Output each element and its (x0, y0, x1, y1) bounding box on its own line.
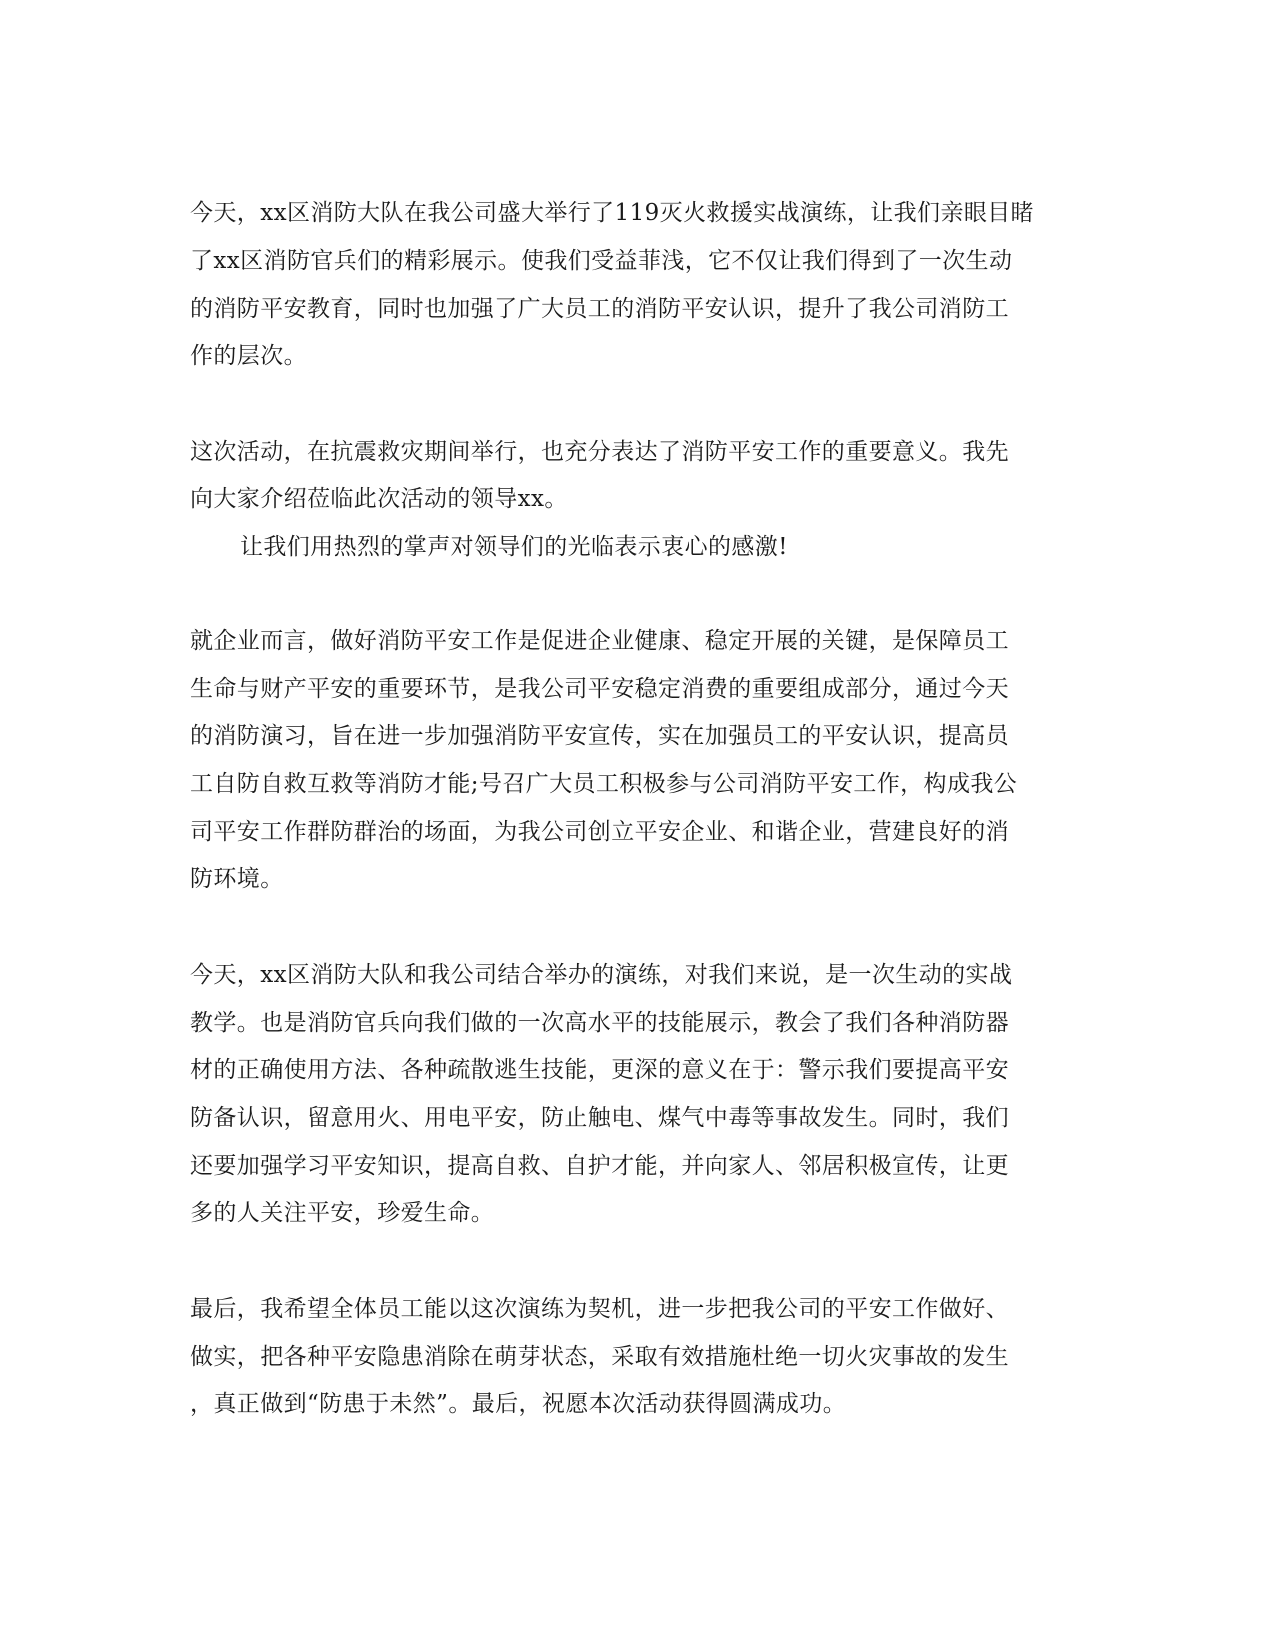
paragraph-2-line-2: 向大家介绍莅临此次活动的领导xx。 (190, 486, 568, 512)
paragraph-6-line-3: ，真正做到“防患于未然”。最后，祝愿本次活动获得圆满成功。 (190, 1391, 847, 1417)
paragraph-3-line-1: 让我们用热烈的掌声对领导们的光临表示衷心的感激! (240, 534, 788, 560)
paragraph-4-line-1: 就企业而言，做好消防平安工作是促进企业健康、稳定开展的关键，是保障员工 (190, 628, 1009, 654)
paragraph-4-line-4: 工自防自救互救等消防才能;号召广大员工积极参与公司消防平安工作，构成我公 (190, 771, 1018, 797)
paragraph-5-line-1: 今天，xx区消防大队和我公司结合举办的演练，对我们来说，是一次生动的实战 (190, 962, 1013, 988)
paragraph-4-line-3: 的消防演习，旨在进一步加强消防平安宣传，实在加强员工的平安认识，提高员 (190, 723, 1009, 749)
paragraph-5-line-6: 多的人关注平安，珍爱生命。 (190, 1200, 495, 1226)
paragraph-4-line-5: 司平安工作群防群治的场面，为我公司创立平安企业、和谐企业，营建良好的消 (190, 819, 1009, 845)
paragraph-1-line-3: 的消防平安教育，同时也加强了广大员工的消防平安认识，提升了我公司消防工 (190, 296, 1009, 322)
paragraph-5-line-3: 材的正确使用方法、各种疏散逃生技能，更深的意义在于：警示我们要提高平安 (190, 1057, 1009, 1083)
paragraph-4-line-6: 防环境。 (190, 866, 284, 892)
paragraph-5-line-4: 防备认识，留意用火、用电平安，防止触电、煤气中毒等事故发生。同时，我们 (190, 1105, 1009, 1131)
paragraph-1-line-1: 今天，xx区消防大队在我公司盛大举行了119灭火救援实战演练，让我们亲眼目睹 (190, 200, 1035, 226)
paragraph-4-line-2: 生命与财产平安的重要环节，是我公司平安稳定消费的重要组成部分，通过今天 (190, 676, 1009, 702)
paragraph-5-line-5: 还要加强学习平安知识，提高自救、自护才能，并向家人、邻居积极宣传，让更 (190, 1153, 1009, 1179)
paragraph-6-line-1: 最后，我希望全体员工能以这次演练为契机，进一步把我公司的平安工作做好、 (190, 1296, 1009, 1322)
paragraph-1-line-2: 了xx区消防官兵们的精彩展示。使我们受益菲浅，它不仅让我们得到了一次生动 (190, 248, 1013, 274)
paragraph-1-line-4: 作的层次。 (190, 343, 307, 369)
paragraph-2-line-1: 这次活动，在抗震救灾期间举行，也充分表达了消防平安工作的重要意义。我先 (190, 439, 1009, 465)
paragraph-6-line-2: 做实，把各种平安隐患消除在萌芽状态，采取有效措施杜绝一切火灾事故的发生 (190, 1344, 1009, 1370)
paragraph-5-line-2: 教学。也是消防官兵向我们做的一次高水平的技能展示，教会了我们各种消防器 (190, 1010, 1009, 1036)
